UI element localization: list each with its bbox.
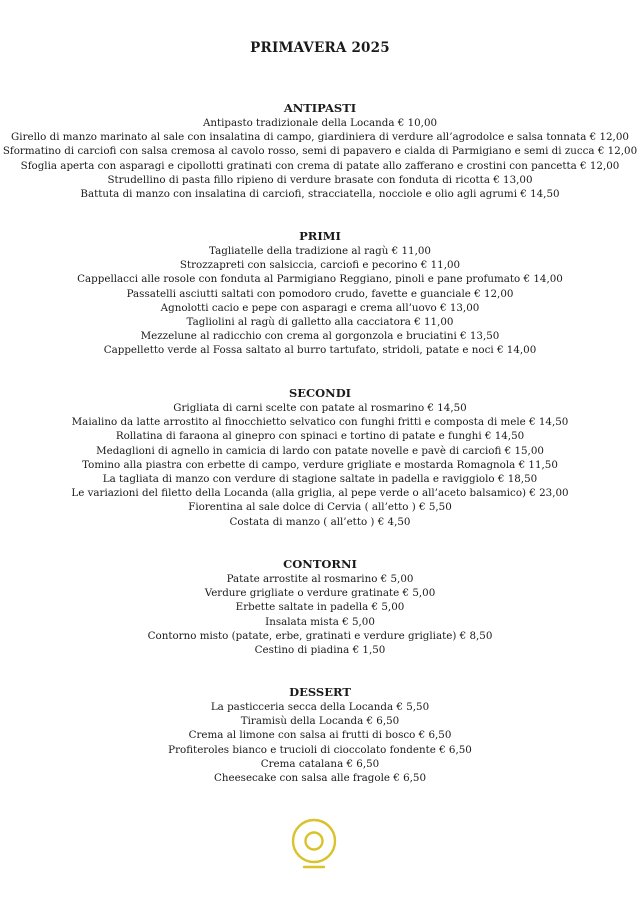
section-heading: PRIMI [299,229,341,243]
dish-item: Patate arrostite al rosmarino € 5,00 [226,573,414,585]
dish-item: Fiorentina al sale dolce di Cervia ( all’etto ) € 5,50 [188,501,452,514]
dish-item: Strudellino di pasta fillo ripieno di verdure brasate con fonduta di ricotta € 13,00 [107,173,533,186]
dish-item: Rollatina di faraona al ginepro con spinaci e tortino di patate e funghi € 14,50 [115,430,525,443]
menu-title: PRIMAVERA 2025 [250,40,390,56]
dish-item: Tiramisù della Locanda € 6,50 [240,715,400,728]
dish-item: Erbette saltate in padella € 5,00 [235,601,405,614]
dish-list [0,401,640,529]
dish-list [0,700,640,785]
section-antipasti [0,101,640,201]
section-heading: SECONDI [288,386,352,400]
dish-item: Cappelletto verde al Fossa saltato al burro tartufato, stridoli, patate e noci € 14,00 [103,344,537,357]
dish-list [0,244,640,358]
dish-item: Profiteroles bianco e trucioli di cioccolato fondente € 6,50 [168,743,472,756]
section-secondi [0,386,640,529]
dish-item: La tagliata di manzo con verdure di stagione saltate in padella e raviggiolo € 18,50 [102,472,538,485]
dish-item: Maialino da latte arrostito al finocchietto selvatico con funghi fritti e composta di mele € 14,50 [71,416,569,429]
dish-item: Agnolotti cacio e pepe con asparagi e crema all’uovo € 13,00 [160,301,480,314]
section-primi [0,229,640,358]
dish-item: Le variazioni del filetto della Locanda (alla griglia, al pepe verde o all’aceto balsamico) € 23,00 [71,487,569,500]
dish-item: Insalata mista € 5,00 [265,615,375,628]
dish-item: Tagliolini al ragù di galletto alla cacciatora € 11,00 [186,315,454,328]
dish-item: Passatelli asciutti saltati con pomodoro crudo, favette e guanciale € 12,00 [126,287,514,300]
dish-list [0,572,640,657]
section-heading: ANTIPASTI [283,101,357,115]
dish-item: Crema al limone con salsa ai frutti di bosco € 6,50 [188,729,452,742]
dish-item: Costata di manzo ( all’etto ) € 4,50 [229,515,411,528]
dish-item: Battuta di manzo con insalatina di carciofi, stracciatella, nocciole e olio agli agrumi € 14,50 [80,187,560,200]
dish-item: Grigliata di carni scelte con patate al rosmarino € 14,50 [173,402,467,414]
dish-list [0,116,640,201]
dish-item: Strozzapreti con salsiccia, carciofi e pecorino € 11,00 [179,259,461,272]
dish-item: Cestino di piadina € 1,50 [254,643,386,656]
dish-item: Medaglioni di agnello in camicia di lardo con patate novelle e pavè di carciofi € 15,00 [96,444,544,457]
circle-emblem-icon [289,817,339,873]
dish-item: Crema catalana € 6,50 [260,757,380,770]
dish-item: Tagliatelle della tradizione al ragù € 11,00 [209,245,431,257]
dish-item: Sformatino di carciofi con salsa cremosa al cavolo rosso, semi di papavero e cialda di Parmigiano e semi di zucca € 12,00 [2,145,638,158]
dish-item: Girello di manzo marinato al sale con insalatina di campo, giardiniera di verdure all’agrodolce e salsa tonnata € 12,00 [11,131,629,144]
dish-item: Contorno misto (patate, erbe, gratinati e verdure grigliate) € 8,50 [147,629,493,642]
section-heading: CONTORNI [283,557,357,571]
dish-item: Cheesecake con salsa alle fragole € 6,50 [213,771,427,784]
dish-item: Tomino alla piastra con erbette di campo, verdure grigliate e mostarda Romagnola € 11,50 [82,458,558,471]
dish-item: Antipasto tradizionale della Locanda € 10,00 [202,117,438,129]
dish-item: Sfoglia aperta con asparagi e cipollotti gratinati con crema di patate allo zafferano e crostini con pancetta € 12,00 [20,159,620,172]
section-dessert [0,685,640,785]
dish-item: Cappellacci alle rosole con fonduta al Parmigiano Reggiano, pinoli e pane profumato € 14,00 [77,273,563,286]
dish-item: Verdure grigliate o verdure gratinate € 5,00 [204,587,436,600]
dish-item: La pasticceria secca della Locanda € 5,50 [210,701,430,713]
section-contorni [0,557,640,657]
dish-item: Mezzelune al radicchio con crema al gorgonzola e bruciatini € 13,50 [140,330,500,343]
section-heading: DESSERT [289,685,351,699]
